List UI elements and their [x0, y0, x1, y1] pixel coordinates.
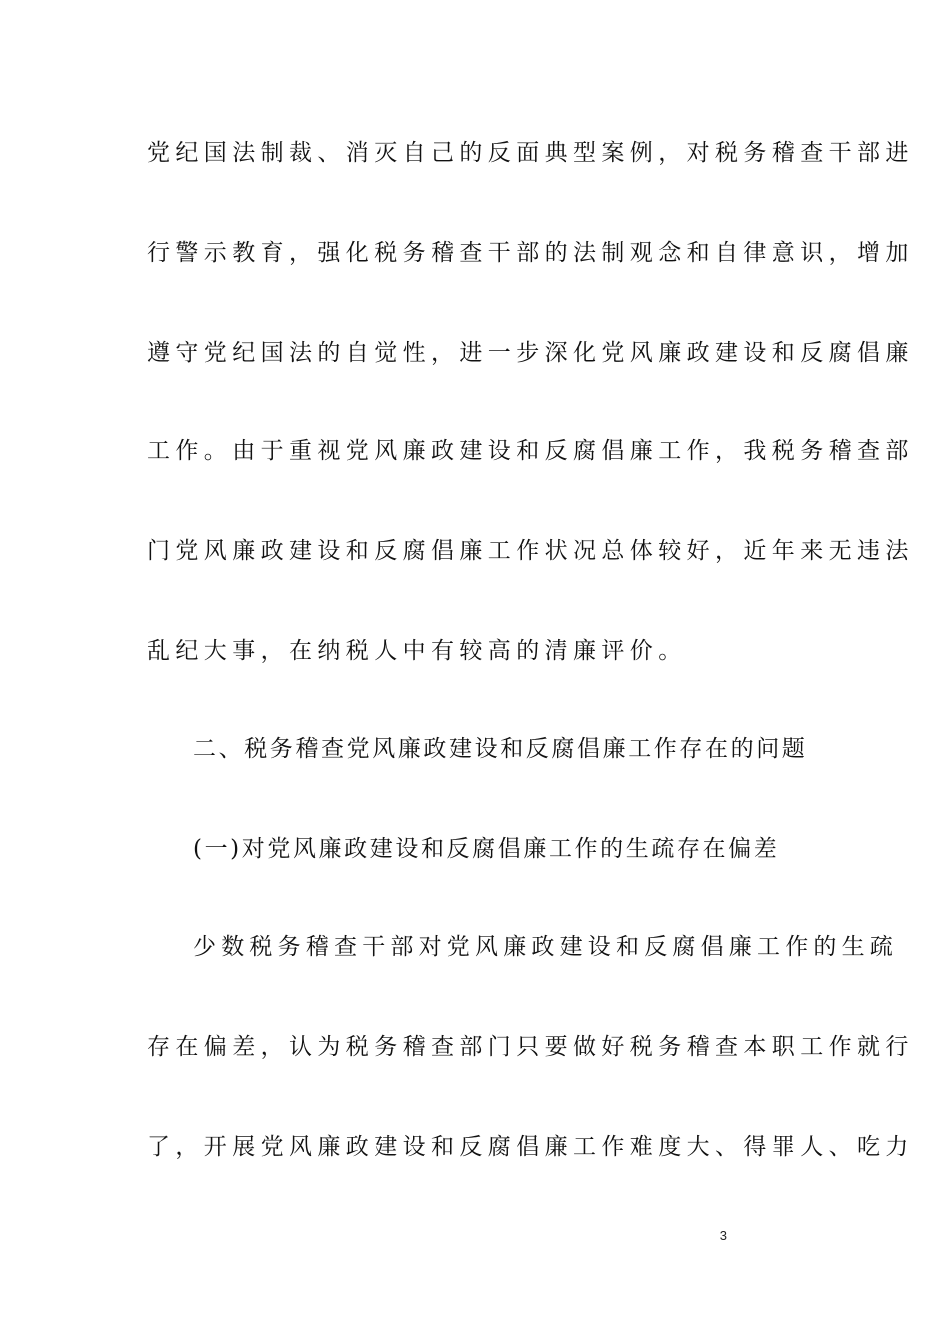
paragraph-line: 行警示教育，强化税务稽查干部的法制观念和自律意识，增加: [147, 240, 914, 266]
paragraph-line: 少数税务稽查干部对党风廉政建设和反腐倡廉工作的生疏: [193, 934, 898, 960]
subsection-heading: (一)对党风廉政建设和反腐倡廉工作的生疏存在偏差: [193, 836, 780, 862]
paragraph-line: 了，开展党风廉政建设和反腐倡廉工作难度大、得罪人、吃力: [147, 1134, 914, 1160]
paragraph-line: 党纪国法制裁、消灭自己的反面典型案例，对税务稽查干部进: [147, 140, 914, 166]
section-heading: 二、税务稽查党风廉政建设和反腐倡廉工作存在的问题: [193, 736, 808, 762]
paragraph-line: 乱纪大事，在纳税人中有较高的清廉评价。: [147, 638, 687, 664]
paragraph-line: 遵守党纪国法的自觉性，进一步深化党风廉政建设和反腐倡廉: [147, 340, 914, 366]
paragraph-line: 存在偏差，认为税务稽查部门只要做好税务稽查本职工作就行: [147, 1034, 914, 1060]
paragraph-line: 门党风廉政建设和反腐倡廉工作状况总体较好，近年来无违法: [147, 538, 914, 564]
paragraph-line: 工作。由于重视党风廉政建设和反腐倡廉工作，我税务稽查部: [147, 438, 914, 464]
page-number: 3: [719, 1228, 727, 1243]
